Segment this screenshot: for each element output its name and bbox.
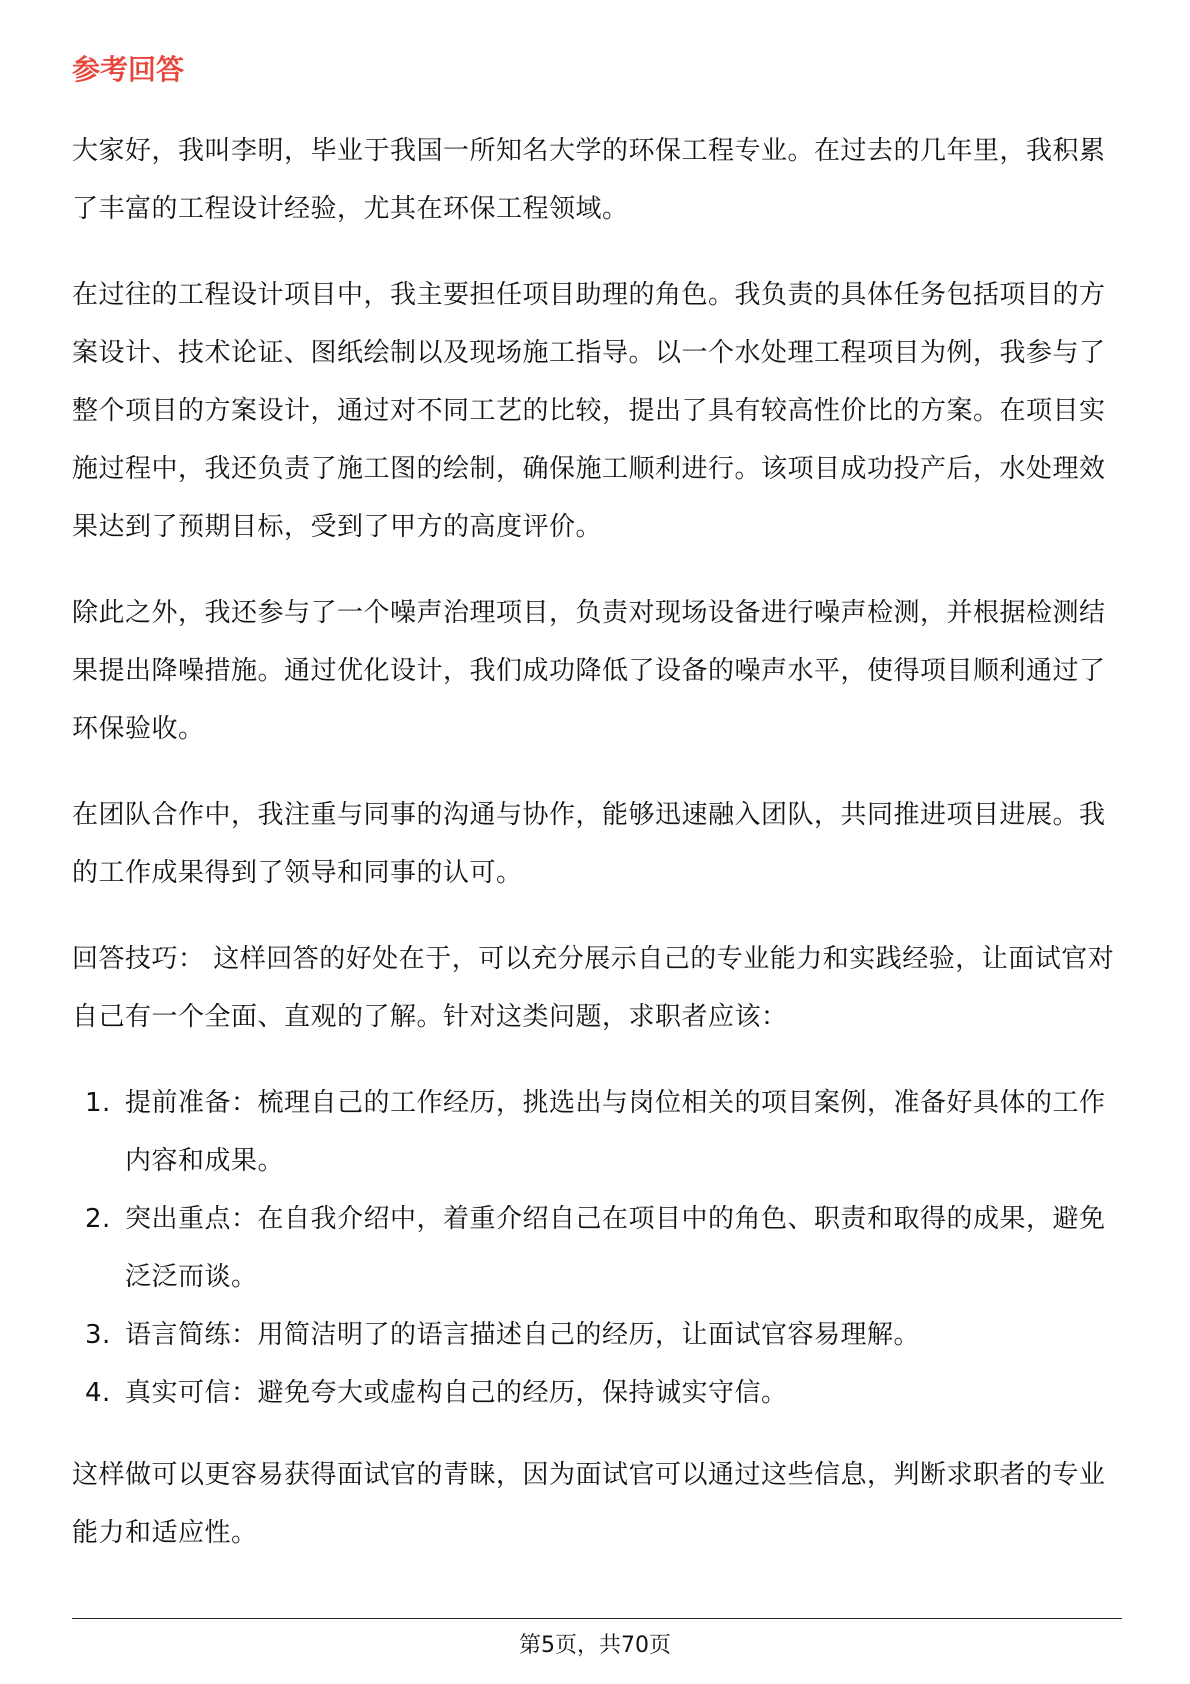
page-number: 第5页，共70页 xyxy=(519,1633,671,1658)
paragraph-answer-tips: 回答技巧： 这样回答的好处在于，可以充分展示自己的专业能力和实践经验，让面试官对自己有一个全面、直观的了解。针对这类问题，求职者应该： xyxy=(72,944,1115,1032)
list-item-text: 突出重点：在自我介绍中，着重介绍自己在项目中的角色、职责和取得的成果，避免泛泛而谈。 xyxy=(125,1204,1106,1292)
paragraph-closing: 这样做可以更容易获得面试官的青睐，因为面试官可以通过这些信息，判断求职者的专业能力和适应性。 xyxy=(72,1460,1106,1548)
paragraph-teamwork: 在团队合作中，我注重与同事的沟通与协作，能够迅速融入团队，共同推进项目进展。我的工作成果得到了领导和同事的认可。 xyxy=(72,800,1106,888)
paragraph-project-experience: 在过往的工程设计项目中，我主要担任项目助理的角色。我负责的具体任务包括项目的方案设计、技术论证、图纸绘制以及现场施工指导。以一个水处理工程项目为例，我参与了整个项目的方案设计，通过对不同工艺的比较，提出了具有较高性价比的方案。在项目实施过程中，我还负责了施工图的绘制，确保施工顺利进行。该项目成功投产后，水处理效果达到了预期目标，受到了甲方的高度评价。 xyxy=(72,280,1106,542)
document-content xyxy=(72,48,1122,1590)
list-item xyxy=(72,1190,1122,1306)
paragraph-noise-project: 除此之外，我还参与了一个噪声治理项目，负责对现场设备进行噪声检测，并根据检测结果提出降噪措施。通过优化设计，我们成功降低了设备的噪声水平，使得项目顺利通过了环保验收。 xyxy=(72,598,1106,744)
list-item xyxy=(72,1364,1122,1422)
list-item-number: 1. xyxy=(85,1088,111,1118)
footer-divider xyxy=(72,1618,1122,1619)
list-item-text: 真实可信：避免夸大或虚构自己的经历，保持诚实守信。 xyxy=(125,1378,788,1408)
list-item xyxy=(72,1074,1122,1190)
list-item-number: 3. xyxy=(85,1320,111,1350)
list-item-number: 2. xyxy=(85,1204,111,1234)
list-item xyxy=(72,1306,1122,1364)
section-heading: 参考回答 xyxy=(72,53,185,86)
paragraph-intro: 大家好，我叫李明，毕业于我国一所知名大学的环保工程专业。在过去的几年里，我积累了丰富的工程设计经验，尤其在环保工程领域。 xyxy=(72,136,1106,224)
list-item-text: 提前准备：梳理自己的工作经历，挑选出与岗位相关的项目案例，准备好具体的工作内容和成果。 xyxy=(125,1088,1106,1176)
list-item-text: 语言简练：用简洁明了的语言描述自己的经历，让面试官容易理解。 xyxy=(125,1320,921,1350)
list-item-number: 4. xyxy=(85,1378,111,1408)
tips-list xyxy=(72,1074,1122,1422)
